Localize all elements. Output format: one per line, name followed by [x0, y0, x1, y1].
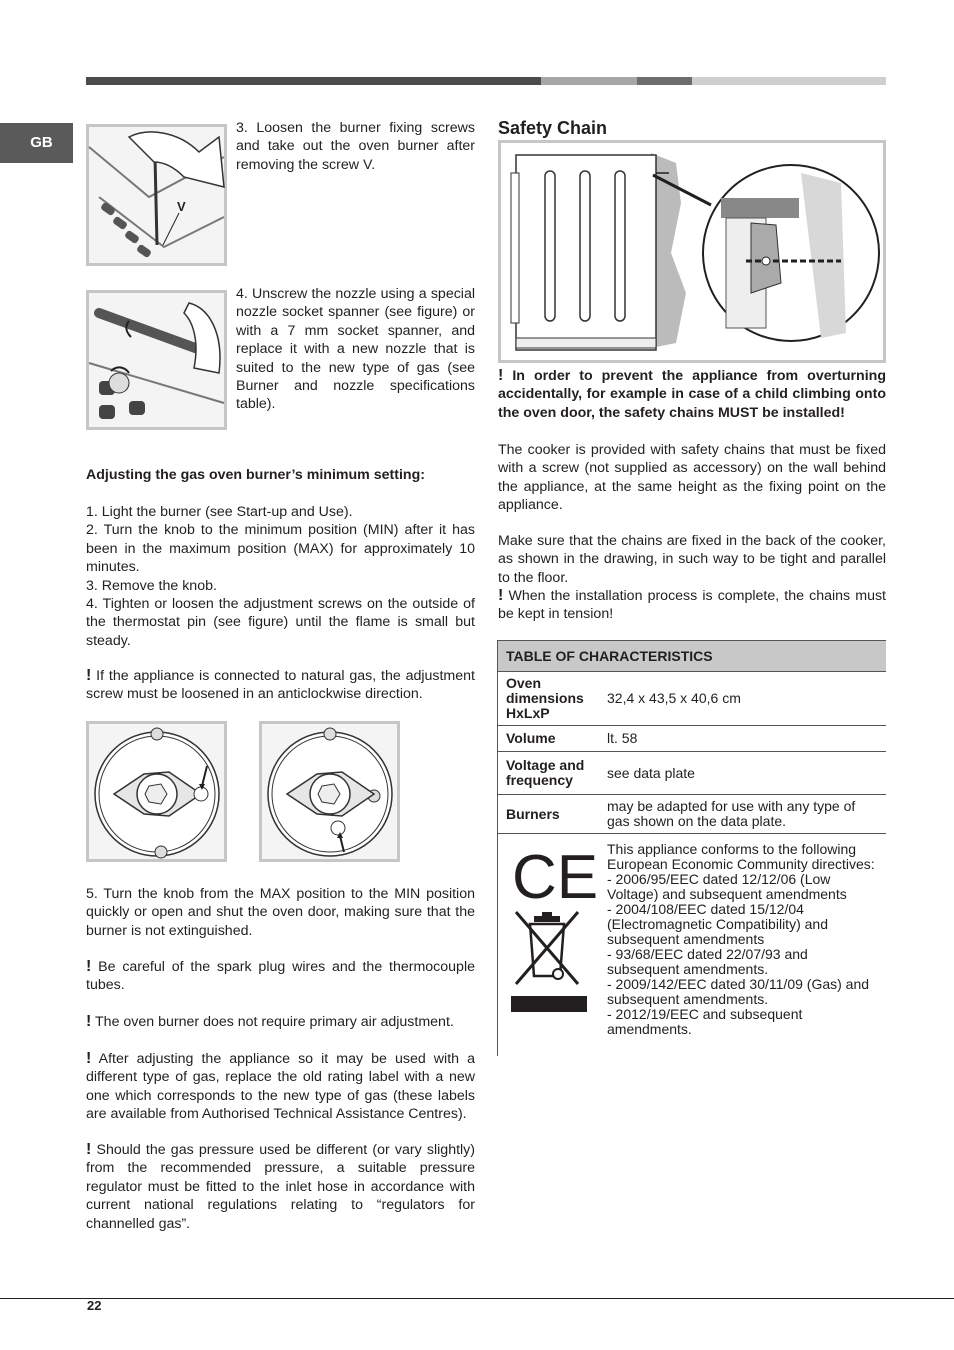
conformity-line-1: This appliance conforms to the following European Economic Community directives: — [607, 841, 875, 872]
warning-spark-text: Be careful of the spark plug wires and the thermocouple tubes. — [86, 959, 475, 994]
conformity-line-3: - 2004/108/EEC dated 15/12/04 (Electromagnetic Compatibility) and subsequent amendments — [607, 901, 828, 947]
weee-bar-icon — [511, 996, 587, 1012]
page-number: 22 — [87, 1298, 102, 1313]
top-bar-segment-4 — [692, 77, 886, 85]
conformity-marks — [498, 834, 599, 1042]
conformity-line-5: - 2009/142/EEC dated 30/11/09 (Gas) and subsequent amendments. — [607, 976, 870, 1007]
ce-and-weee-icons — [506, 843, 599, 1014]
warning-pressure-text: Should the gas pressure used be different (or vary slightly) from the recommended pressure, a suitable pressure regulator must be fitted to the inlet hose in accordance with current national regulations relating to “regulators for channelled gas”. — [86, 1142, 476, 1232]
exclamation-icon: ! — [86, 1141, 92, 1158]
conformity-line-6: - 2012/19/EEC and subsequent amendments. — [607, 1006, 803, 1037]
table-row-conformity — [498, 834, 886, 1042]
figure-knob-adjust-1 — [86, 721, 227, 862]
figure-nozzle-spanner — [86, 290, 227, 430]
natural-gas-note — [86, 667, 475, 704]
figure-knob-adjust-2 — [259, 721, 400, 862]
step4-text: 4. Unscrew the nozzle using a special nozzle socket spanner (see figure) or with a 7 mm socket spanner, and replace it with a new nozzle that is suited to the new type of gas (see Burner and nozzle specifications table). — [236, 286, 475, 413]
exclamation-icon: ! — [498, 367, 504, 384]
min-setting-steps — [86, 503, 475, 650]
table-key-burners: Burners — [498, 795, 599, 834]
table-value-voltage: see data plate — [599, 752, 886, 795]
min-step-3: 3. Remove the knob. — [86, 577, 217, 594]
table-key-volume: Volume — [498, 726, 599, 752]
table-title: TABLE OF CHARACTERISTICS — [498, 641, 886, 672]
figure-burner-screws — [86, 124, 227, 266]
table-row — [498, 795, 886, 834]
footer-rule — [0, 1298, 954, 1299]
screw-v-label: V — [177, 199, 186, 214]
conformity-line-4: - 93/68/EEC dated 22/07/93 and subsequent amendments. — [607, 946, 808, 977]
top-color-bar — [86, 77, 886, 85]
burner-screws-illustration — [89, 127, 224, 263]
weee-bin-icon — [516, 912, 578, 984]
characteristics-table — [498, 640, 886, 1041]
safety-paragraph-1: The cooker is provided with safety chains that must be fixed with a screw (not supplied as accessory) on the wall behind the appliance, at the same height as the fixing point on the appliance. — [498, 442, 886, 514]
min-setting-heading: Adjusting the gas oven burner’s minimum setting: — [86, 467, 425, 483]
exclamation-icon: ! — [86, 1013, 92, 1030]
safety-paragraph-2: Make sure that the chains are fixed in the back of the cooker, as shown in the drawing, in such way to be tight and parallel to the floor. — [498, 533, 886, 586]
top-bar-segment-1 — [86, 77, 541, 85]
table-key-dimensions: Oven dimensions HxLxP — [498, 672, 599, 726]
table-value-burners: may be adapted for use with any type of gas shown on the data plate. — [599, 795, 886, 834]
exclamation-icon: ! — [86, 1050, 92, 1067]
table-header-row — [498, 641, 886, 672]
min-step-1: 1. Light the burner (see Start-up and Use). — [86, 504, 353, 520]
knob-adjust-illustration-1 — [89, 724, 224, 859]
warning-spark — [86, 958, 475, 995]
table-key-voltage: Voltage and frequency — [498, 752, 599, 795]
safety-paragraph-3 — [498, 587, 886, 624]
table-row — [498, 726, 886, 752]
warning-pressure — [86, 1141, 475, 1233]
table-value-volume: lt. 58 — [599, 726, 886, 752]
warning-air-text: The oven burner does not require primary air adjustment. — [95, 1014, 454, 1030]
table-row — [498, 672, 886, 726]
min-step-4: 4. Tighten or loosen the adjustment screws on the outside of the thermostat pin (see figure) until the flame is small but steady. — [86, 596, 475, 649]
knob-adjust-illustration-2 — [262, 724, 397, 859]
top-bar-segment-2 — [541, 77, 637, 85]
conformity-line-2: - 2006/95/EEC dated 12/12/06 (Low Voltage) and subsequent amendments — [607, 871, 847, 902]
warning-air — [86, 1013, 475, 1031]
safety-warning-bold — [498, 367, 886, 422]
warning-label-text: After adjusting the appliance so it may be used with a different type of gas, replace the old rating label with a new one which corresponds to the new type of gas (these labels are available from Authorised Technical Assistance Centres). — [86, 1051, 475, 1123]
exclamation-icon: ! — [86, 667, 92, 684]
safety-paragraph-3-text: When the installation process is complete, the chains must be kept in tension! — [498, 588, 886, 623]
language-tab-label: GB — [30, 133, 53, 151]
natural-gas-note-text: If the appliance is connected to natural gas, the adjustment screw must be loosened in an anticlockwise direction. — [86, 668, 475, 703]
warning-label — [86, 1050, 475, 1124]
safety-chain-title: Safety Chain — [498, 118, 608, 138]
nozzle-spanner-illustration — [89, 293, 224, 427]
min-step-2: 2. Turn the knob to the minimum position (MIN) after it has been in the maximum position (MAX) for approximately 10 minutes. — [86, 522, 475, 576]
step3-text: 3. Loosen the burner fixing screws and take out the oven burner after removing the screw V. — [236, 120, 475, 173]
figure-safety-chain — [498, 140, 886, 363]
safety-warning-text: In order to prevent the appliance from overturning accidentally, for example in case of a child climbing onto the oven door, the safety chains MUST be installed! — [498, 368, 886, 421]
exclamation-icon: ! — [86, 958, 92, 975]
ce-mark-icon: CE — [512, 843, 599, 912]
table-row — [498, 752, 886, 795]
safety-chain-illustration — [501, 143, 883, 360]
table-value-dimensions: 32,4 x 43,5 x 40,6 cm — [599, 672, 886, 726]
top-bar-segment-3 — [637, 77, 692, 85]
conformity-text — [599, 834, 886, 1042]
exclamation-icon: ! — [498, 587, 504, 604]
language-tab — [0, 123, 73, 163]
step5-text: 5. Turn the knob from the MAX position to the MIN position quickly or open and shut the oven door, making sure that the burner is not extinguished. — [86, 886, 475, 939]
